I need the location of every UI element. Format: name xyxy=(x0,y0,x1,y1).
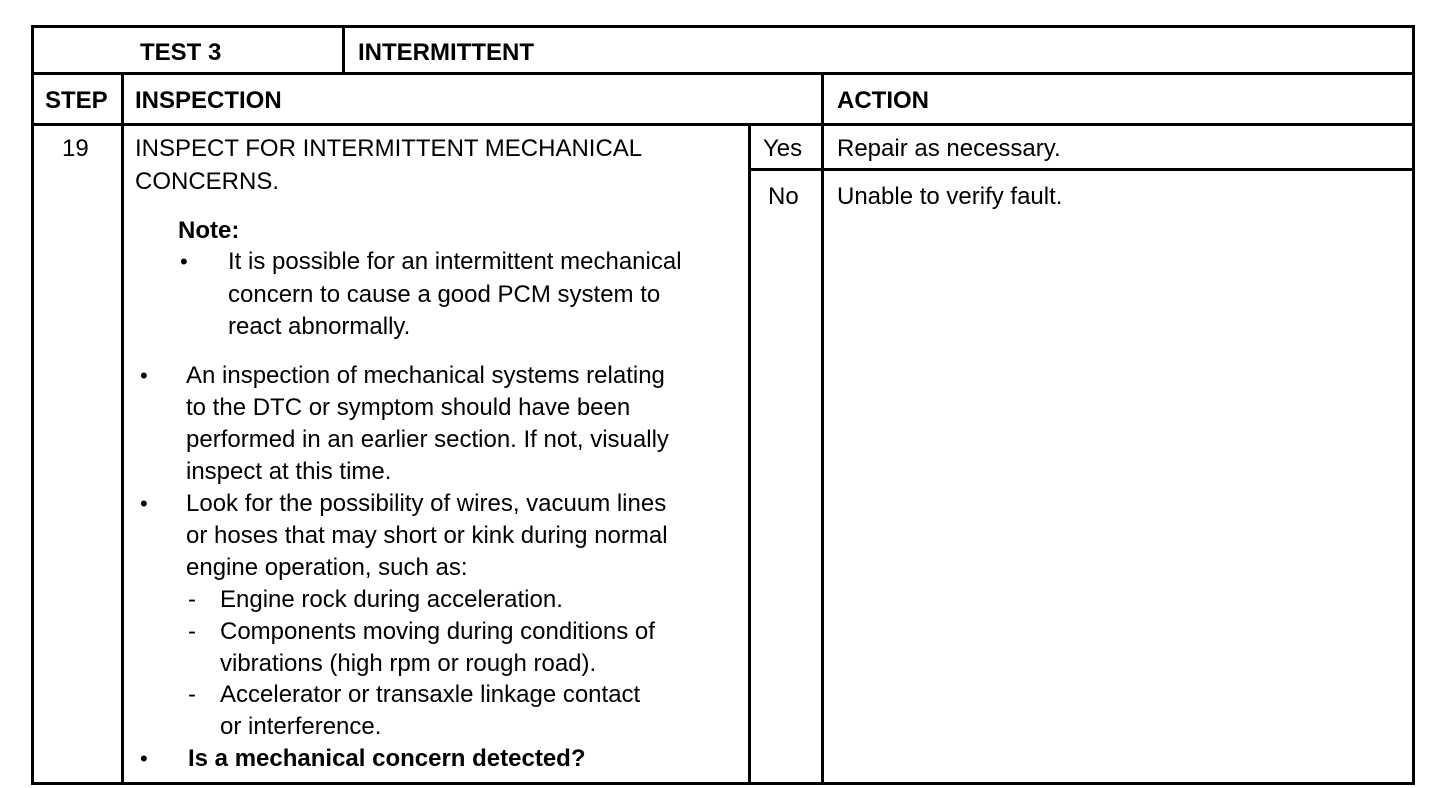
sub-item: Engine rock during acceleration. xyxy=(220,586,563,613)
step-column-header: STEP xyxy=(45,87,108,114)
yes-label: Yes xyxy=(763,135,803,162)
bullet-1-line: An inspection of mechanical systems relating xyxy=(186,362,665,389)
no-label: No xyxy=(768,183,799,210)
bullet-2-marker: • xyxy=(140,491,148,516)
sub-item: or interference. xyxy=(220,713,382,740)
sub-item-dash: - xyxy=(188,586,196,613)
question: Is a mechanical concern detected? xyxy=(188,745,586,772)
question-bullet: • xyxy=(140,746,148,771)
column-header-divider xyxy=(31,123,1415,126)
sub-item-dash: - xyxy=(188,681,196,708)
yes-action: Repair as necessary. xyxy=(837,135,1061,162)
test-label-divider xyxy=(342,25,345,75)
bullet-2-line: Look for the possibility of wires, vacuum lines xyxy=(186,490,667,517)
sub-item: vibrations (high rpm or rough road). xyxy=(220,650,597,677)
sub-item: Components moving during conditions of xyxy=(220,618,655,645)
note-bullet: • xyxy=(180,249,188,274)
step-number: 19 xyxy=(62,135,89,162)
bullet-2-line: or hoses that may short or kink during normal xyxy=(186,522,668,549)
test-label: TEST 3 xyxy=(140,39,222,66)
note-line: concern to cause a good PCM system to xyxy=(228,281,661,308)
answer-column-divider xyxy=(748,123,751,785)
sub-item-dash: - xyxy=(188,618,196,645)
note-line: It is possible for an intermittent mechanical xyxy=(228,248,682,275)
no-action: Unable to verify fault. xyxy=(837,183,1063,210)
inspection-column-header: INSPECTION xyxy=(135,87,282,114)
bullet-1-line: to the DTC or symptom should have been xyxy=(186,394,631,421)
header-divider xyxy=(31,72,1415,75)
bullet-2-line: engine operation, such as: xyxy=(186,554,468,581)
bullet-1-marker: • xyxy=(140,363,148,388)
action-column-divider xyxy=(821,72,824,785)
yes-no-divider xyxy=(748,168,1415,171)
step-title-line1: INSPECT FOR INTERMITTENT MECHANICAL xyxy=(135,135,643,162)
step-title-line2: CONCERNS. xyxy=(135,168,280,195)
sub-item: Accelerator or transaxle linkage contact xyxy=(220,681,641,708)
note-label: Note: xyxy=(178,217,240,244)
bullet-1-line: performed in an earlier section. If not, visually xyxy=(186,426,669,453)
step-column-divider xyxy=(121,72,124,785)
test-name: INTERMITTENT xyxy=(358,39,534,66)
bullet-1-line: inspect at this time. xyxy=(186,458,392,485)
note-line: react abnormally. xyxy=(228,313,411,340)
action-column-header: ACTION xyxy=(837,87,929,114)
